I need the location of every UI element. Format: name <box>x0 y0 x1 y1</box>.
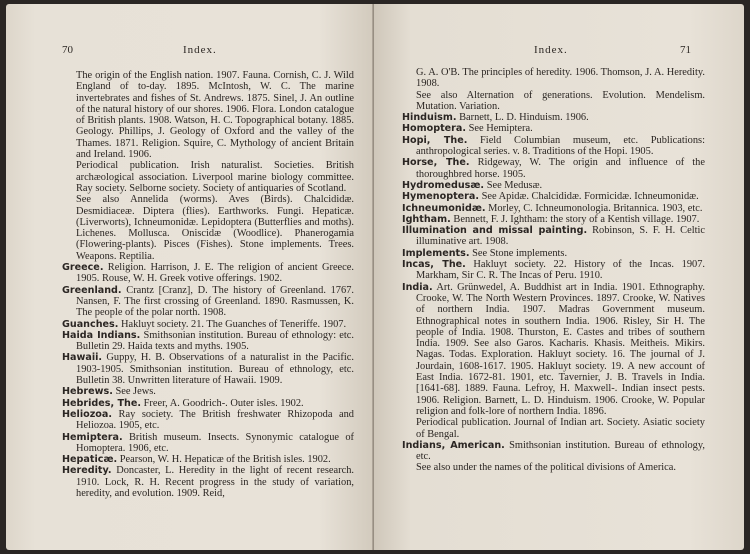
index-heading: Hymenoptera. <box>402 191 480 203</box>
index-entry <box>62 330 354 353</box>
index-text: Morley, C. Ichneumonologia. Britannica. 1903, etc. <box>485 202 703 214</box>
index-heading: Haida Indians. <box>62 329 141 341</box>
index-entry <box>402 157 705 180</box>
index-text: British museum. Insects. Synonymic catalogue of Homoptera. 1906, etc. <box>76 431 354 454</box>
index-entry <box>62 465 354 499</box>
index-heading: Hemiptera. <box>62 431 123 443</box>
index-column <box>402 67 705 474</box>
index-heading: Hebrews. <box>62 386 113 398</box>
index-text: Ridgeway, W. The origin and influence of the thoroughbred horse. 1905. <box>416 157 705 180</box>
index-entry <box>402 440 705 463</box>
running-head: Index. <box>183 44 217 56</box>
index-text: Pearson, W. H. Hepaticæ of the British isles. 1902. <box>117 454 331 466</box>
index-text: Robinson, S. F. H. Celtic illuminative art. 1908. <box>416 225 705 248</box>
index-entry <box>402 259 705 282</box>
index-text: See Medusæ. <box>484 179 543 191</box>
index-heading: Guanches. <box>62 318 119 330</box>
index-heading: Ightham. <box>402 213 451 225</box>
index-continuation: The origin of the English nation. 1907. Fauna. Cornish, C. J. Wild England of to-day. 1895. McIntosh, W. C. The marine invertebrates and fishes of St. Andrews. 1875. Sinel, J. An outline of the natural history of our shores. 1906. Flora. London catalogue of British plants. 1908. Watson, H. C. Topographical botany. 1885. Geology. Phillips, J. Geology of Oxford and the valley of the Thames. 1871. Religion. Squire, C. Mythology of ancient Britain and Ireland. 1906. <box>76 70 354 161</box>
index-text: Hakluyt society. 21. The Guanches of Teneriffe. 1907. <box>118 318 347 330</box>
index-entry <box>402 214 705 225</box>
index-text: Field Columbian museum, etc. Publications: anthropological series. v. 8. Traditions of the Hopi. 1905. <box>416 134 705 158</box>
index-text: Art. Grünwedel, A. Buddhist art in India. 1901. Ethnography. Crooke, W. The North Western Provinces. 1897. Crooke, W. Natives of northern India. 1907. Madras Government museum. Ethnographical notes in southern India. 1906. Risley, Sir H. The people of India. 1908. Thurston, E. Castes and tribes of southern India. 1909. See also Garos. Kacharis. Khasis. Meitheis. Mikirs. Nagas. Todas. Exploration. Hakluyt society. 16. The journal of J. Jourdain, 1608-1617. 1905. Hakluyt society. 19. A new account of East India. 1672-81. 1901, etc. Tavernier, J. B. Travels in India. [1641-68]. 1889. Fauna. Lefroy, H. Maxwell-. Indian insect pests. 1906. Religion. Barnett, L. D. Hinduism. 1906. Crooke, W. Popular religion and folk-lore of northern India. 1896. <box>416 281 705 417</box>
index-text: Bennett, F. J. Ightham: the story of a Kentish village. 1907. <box>450 213 700 225</box>
index-entry <box>62 285 354 319</box>
index-subentry: See also under the names of the political divisions of America. <box>416 462 676 474</box>
index-entry <box>402 248 705 259</box>
index-heading: Hydromedusæ. <box>402 179 485 191</box>
index-text: Hakluyt society. 22. History of the Incas. 1907. Markham, Sir C. R. The Incas of Peru. 1910. <box>416 259 705 282</box>
index-entry <box>62 432 354 455</box>
index-heading: Incas, The. <box>402 259 466 271</box>
index-entry <box>402 180 705 191</box>
index-heading: Greece. <box>62 262 104 274</box>
index-subentry: Periodical publication. Journal of Indian art. Society. Asiatic society of Bengal. <box>416 417 705 440</box>
right-page <box>374 4 744 550</box>
index-heading: Hinduism. <box>402 112 457 124</box>
index-heading: Ichneumonidæ. <box>402 202 486 214</box>
index-text: Guppy, H. B. Observations of a naturalist in the Pacific. 1903-1905. Smithsonian institution. Bureau of ethnology, etc. Bulletin 38. Unwritten literature of Hawaii. 1909. <box>76 352 354 387</box>
index-text: Barnett, L. D. Hinduism. 1906. <box>456 112 589 124</box>
index-heading: Indians, American. <box>402 439 505 451</box>
index-entry <box>402 282 705 418</box>
index-entry <box>62 319 354 330</box>
index-entry <box>62 454 354 465</box>
index-subentry: See also Annelida (worms). Aves (Birds). Chalcididæ. Desmidiaceæ. Diptera (flies). Earthworks. Fungi. Hepaticæ. (Liverworts), Ichneumonidæ. Lepidoptera (Butterflies and moths). Lichenes. Mollusca. Oniscidæ (Woodlice). Phanerogamia (Flowering-plants). Pisces (Fishes). Stone implements. Trees. Weapons. Reptilia. <box>76 194 354 262</box>
index-heading: Heliozoa. <box>62 408 112 420</box>
index-heading: India. <box>402 281 433 293</box>
index-text: See Jews. <box>112 386 156 398</box>
index-heading: Illumination and missal painting. <box>402 225 588 237</box>
index-heading: Implements. <box>402 247 470 259</box>
running-head: Index. <box>534 44 568 56</box>
index-heading: Hawaii. <box>62 352 103 364</box>
index-heading: Homoptera. <box>402 123 467 135</box>
index-heading: Hopi, The. <box>402 134 468 146</box>
index-entry <box>402 225 705 248</box>
index-text: Doncaster, L. Heredity in the light of recent research. 1910. Lock, R. H. Recent progress in the study of variation, heredity, and evolution. 1909. Reid, <box>76 465 354 499</box>
index-text: See Stone implements. <box>469 247 568 259</box>
index-entry <box>62 398 354 409</box>
index-text: See Hemiptera. <box>466 123 533 135</box>
index-text: See Apidæ. Chalcididæ. Formicidæ. Ichneumonidæ. <box>479 191 699 203</box>
index-text: Crantz [Cranz], D. The history of Greenland. 1767. Nansen, F. The first crossing of Greenland. 1890. Rasmussen, K. The people of the polar north. 1908. <box>76 284 354 319</box>
index-heading: Hepaticæ. <box>62 454 118 466</box>
index-entry <box>402 203 705 214</box>
index-entry <box>402 191 705 202</box>
index-entry <box>402 123 705 134</box>
index-entry <box>62 352 354 386</box>
page-number: 70 <box>62 44 73 56</box>
left-page <box>6 4 374 550</box>
index-text: Freer, A. Goodrich-. Outer isles. 1902. <box>141 397 304 409</box>
index-entry <box>62 409 354 432</box>
index-text: Smithsonian institution. Bureau of ethnology, etc. <box>416 439 705 463</box>
page-number: 71 <box>680 44 691 56</box>
index-subentry: Periodical publication. Irish naturalist. Societies. British archæological association. Liverpool marine biology committee. Ray society. Selborne society. Society of antiquaries of Scotland. <box>76 160 354 194</box>
index-text: Religion. Harrison, J. E. The religion of ancient Greece. 1905. Rouse, W. H. Greek votive offerings. 1902. <box>76 262 354 285</box>
index-continuation: G. A. O'B. The principles of heredity. 1906. Thomson, J. A. Heredity. 1908. <box>416 67 705 90</box>
index-heading: Heredity. <box>62 465 112 477</box>
index-entry <box>62 386 354 397</box>
index-entry <box>402 112 705 123</box>
index-entry <box>62 262 354 285</box>
index-heading: Greenland. <box>62 284 122 296</box>
index-text: Ray society. The British freshwater Rhizopoda and Heliozoa. 1905, etc. <box>76 408 354 432</box>
index-heading: Horse, The. <box>402 157 470 169</box>
index-entry <box>402 135 705 158</box>
index-text: Smithsonian institution. Bureau of ethnology: etc. Bulletin 29. Haida texts and myths. 1905. <box>76 329 355 353</box>
index-subentry: See also Alternation of generations. Evolution. Mendelism. Mutation. Variation. <box>416 89 705 112</box>
index-heading: Hebrides, The. <box>62 397 142 409</box>
index-column <box>62 70 354 499</box>
